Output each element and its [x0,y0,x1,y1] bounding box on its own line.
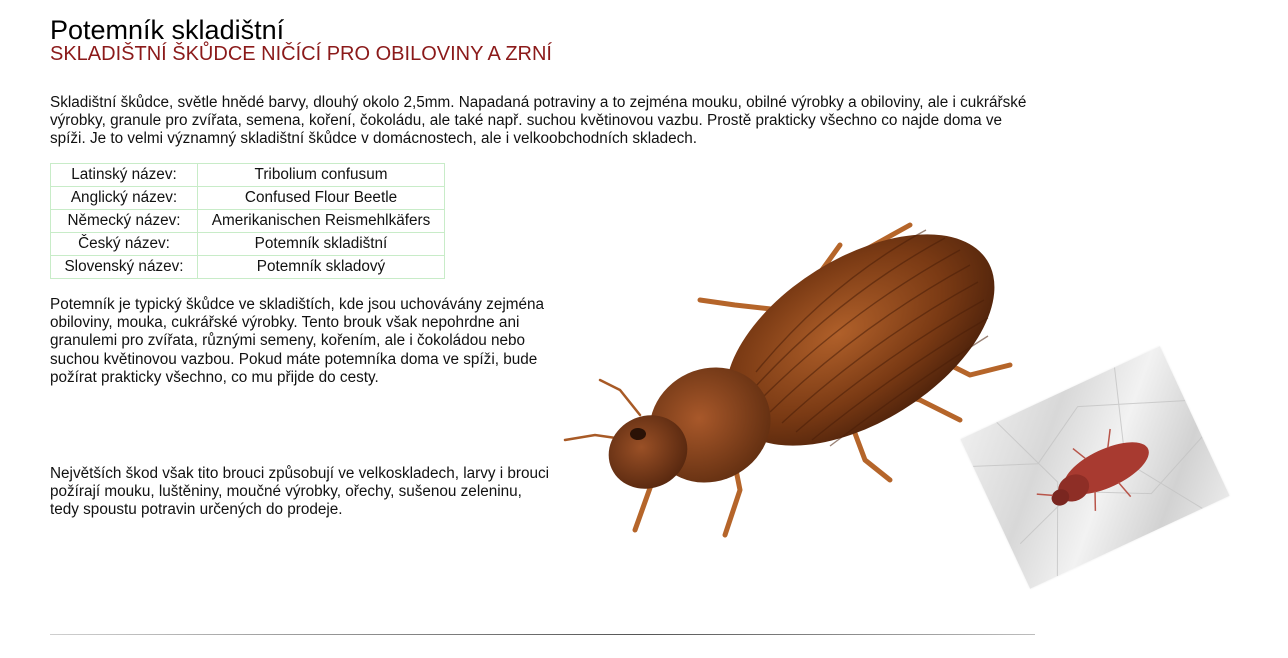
table-row [51,233,445,256]
damage-paragraph: Největších škod však tito brouci způsobují ve velkoskladech, larvy i brouci požírají mouku, luštěniny, moučné výrobky, ořechy, sušenou zeleninu, tedy spoustu potravin určených do prodeje. [50,465,550,519]
beetle-illustration [560,190,1020,570]
name-value: Tribolium confusum [198,164,445,187]
intro-paragraph: Skladištní škůdce, světle hnědé barvy, dlouhý okolo 2,5mm. Napadaná potraviny a to zejména mouku, obilné výrobky a obiloviny, ale i cukrářské výrobky, granule pro zvířata, semena, koření, čokoládu, ale také např. suchou květinovou vazbu. Prostě prakticky všechno co najde doma ve spíži. Je to velmi významný skladištní škůdce v domácnostech, ale i velkoobchodních skladech. [50,94,1027,148]
name-label: Slovenský název: [51,256,198,279]
name-label: Český název: [51,233,198,256]
names-table [50,163,445,279]
table-row [51,164,445,187]
horizontal-divider [50,634,1035,635]
description-paragraph: Potemník je typický škůdce ve skladištích, kde jsou uchovávány zejména obiloviny, mouka, cukrářské výrobky. Tento brouk však nepohrdne ani granulemi pro zvířata, různými semeny, kořením, ale i čokoládou nebo suchou květinovou vazbou. Pokud máte potemníka doma ve spíži, bude požírat prakticky všechno, co mu přijde do cesty. [50,296,544,386]
table-row [51,256,445,279]
name-value: Confused Flour Beetle [198,187,445,210]
name-label: Německý název: [51,210,198,233]
name-value: Potemník skladištní [198,233,445,256]
table-row [51,210,445,233]
name-label: Anglický název: [51,187,198,210]
name-label: Latinský název: [51,164,198,187]
page-subtitle: SKLADIŠTNÍ ŠKŮDCE NIČÍCÍ PRO OBILOVINY A ZRNÍ [50,43,552,65]
name-value: Amerikanischen Reismehlkäfers [198,210,445,233]
table-row [51,187,445,210]
page-title: Potemník skladištní [50,15,285,45]
name-value: Potemník skladový [198,256,445,279]
